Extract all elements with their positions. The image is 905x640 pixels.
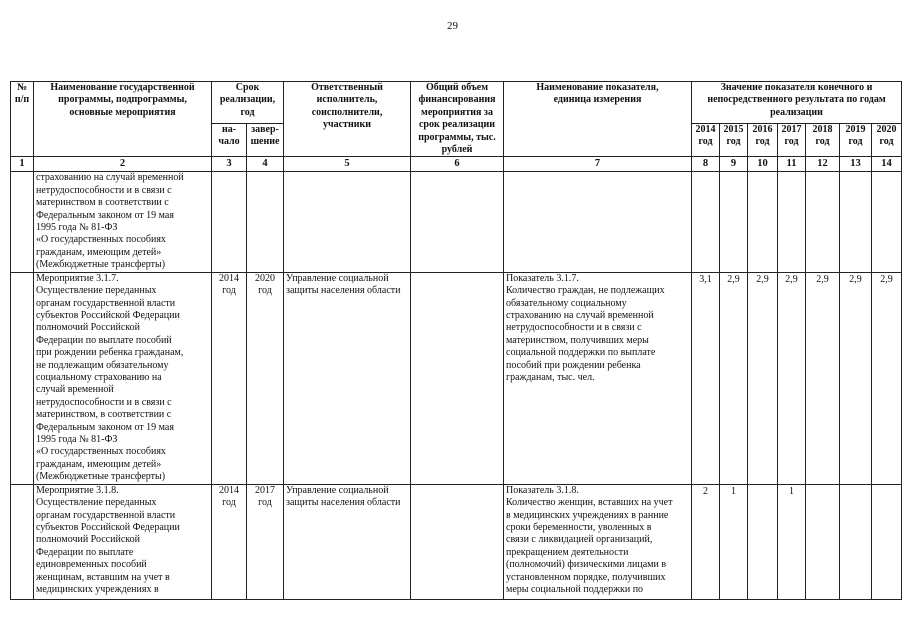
row-name: Мероприятие 3.1.7. Осуществление переданных органам государственной власти субъектов Российской Федерации полномочий Российской Федерации по выплате пособий при рождении ребенка гражданам, не подлежащим обязательному социальному страхованию на случай временной нетрудоспособности и в связи с материнством, в соответствии с Федеральным законом от 19 мая 1995 года № 81-ФЗ «О государственных пособиях гражданам, имеющим детей» (Межбюджетные трансферты)	[34, 272, 212, 484]
row-end: 2020 год	[247, 272, 284, 484]
row-value: 2,9	[748, 272, 778, 484]
header-values: Значение показателя конечного и непосредственного результата по годам реализации	[692, 82, 902, 124]
column-number: 14	[872, 157, 902, 172]
row-value: 2,9	[872, 272, 902, 484]
row-value	[692, 172, 720, 272]
row-value	[778, 172, 806, 272]
row-value	[720, 172, 748, 272]
header-row-1	[11, 82, 902, 124]
row-num	[11, 172, 34, 272]
column-number: 7	[504, 157, 692, 172]
row-volume	[411, 272, 504, 484]
column-number: 5	[284, 157, 411, 172]
row-value	[872, 484, 902, 599]
row-indicator: Показатель 3.1.8. Количество женщин, вставших на учет в медицинских учреждениях в ранние сроки беременности, уволенных в связи с ликвидацией организаций, прекращением деятельности (полномочий) физическими лицами в установленном порядке, получивших меры социальной поддержки по	[504, 484, 692, 599]
header-term-end: завер- шение	[247, 123, 284, 157]
column-number: 3	[212, 157, 247, 172]
row-value	[840, 172, 872, 272]
row-num	[11, 272, 34, 484]
column-number: 8	[692, 157, 720, 172]
header-name: Наименование государственной программы, подпрограммы, основные мероприятия	[34, 82, 212, 157]
header-indicator: Наименование показателя, единица измерения	[504, 82, 692, 157]
row-value	[806, 484, 840, 599]
column-number: 4	[247, 157, 284, 172]
row-value: 2,9	[806, 272, 840, 484]
header-year: 2014 год	[692, 123, 720, 157]
header-year: 2020 год	[872, 123, 902, 157]
row-value	[748, 172, 778, 272]
header-executor: Ответственный исполнитель, соисполнители, участники	[284, 82, 411, 157]
column-number: 12	[806, 157, 840, 172]
header-year: 2016 год	[748, 123, 778, 157]
row-value	[748, 484, 778, 599]
row-indicator: Показатель 3.1.7. Количество граждан, не подлежащих обязательному социальному страхованию на случай временной нетрудоспособности и в связи с материнством, получивших меры социальной поддержки по выплате пособий при рождении ребенка гражданам, тыс. чел.	[504, 272, 692, 484]
row-value: 3,1	[692, 272, 720, 484]
row-name: страхованию на случай временной нетрудоспособности и в связи с материнством в соответствии с Федеральным законом от 19 мая 1995 года № 81-ФЗ «О государственных пособиях гражданам, имеющим детей» (Межбюджетные трансферты)	[34, 172, 212, 272]
row-executor	[284, 172, 411, 272]
table-row	[11, 172, 902, 272]
row-end	[247, 172, 284, 272]
row-num	[11, 484, 34, 599]
column-number: 11	[778, 157, 806, 172]
row-value: 2,9	[778, 272, 806, 484]
row-start	[212, 172, 247, 272]
row-indicator	[504, 172, 692, 272]
column-number: 2	[34, 157, 212, 172]
row-value: 2	[692, 484, 720, 599]
row-name: Мероприятие 3.1.8. Осуществление переданных органам государственной власти субъектов Российской Федерации полномочий Российской Федерации по выплате единовременных пособий женщинам, вставшим на учет в медицинских учреждениях в	[34, 484, 212, 599]
column-number-row	[11, 157, 902, 172]
row-value	[872, 172, 902, 272]
program-table	[10, 81, 902, 600]
column-number: 9	[720, 157, 748, 172]
row-value: 2,9	[840, 272, 872, 484]
header-year: 2018 год	[806, 123, 840, 157]
header-term: Срок реализации, год	[212, 82, 284, 124]
row-start: 2014 год	[212, 484, 247, 599]
column-number: 6	[411, 157, 504, 172]
header-year: 2015 год	[720, 123, 748, 157]
row-volume	[411, 484, 504, 599]
column-number: 13	[840, 157, 872, 172]
row-value	[840, 484, 872, 599]
header-volume: Общий объем финансирования мероприятия за срок реализации программы, тыс. рублей	[411, 82, 504, 157]
header-year: 2019 год	[840, 123, 872, 157]
row-end: 2017 год	[247, 484, 284, 599]
header-num: № п/п	[11, 82, 34, 157]
page-number: 29	[447, 20, 458, 32]
row-value	[806, 172, 840, 272]
row-value: 1	[778, 484, 806, 599]
row-volume	[411, 172, 504, 272]
table-row	[11, 484, 902, 599]
row-executor: Управление социальной защиты населения области	[284, 272, 411, 484]
header-term-start: на- чало	[212, 123, 247, 157]
row-executor: Управление социальной защиты населения области	[284, 484, 411, 599]
column-number: 10	[748, 157, 778, 172]
table-row	[11, 272, 902, 484]
row-start: 2014 год	[212, 272, 247, 484]
column-number: 1	[11, 157, 34, 172]
row-value: 1	[720, 484, 748, 599]
row-value: 2,9	[720, 272, 748, 484]
header-year: 2017 год	[778, 123, 806, 157]
